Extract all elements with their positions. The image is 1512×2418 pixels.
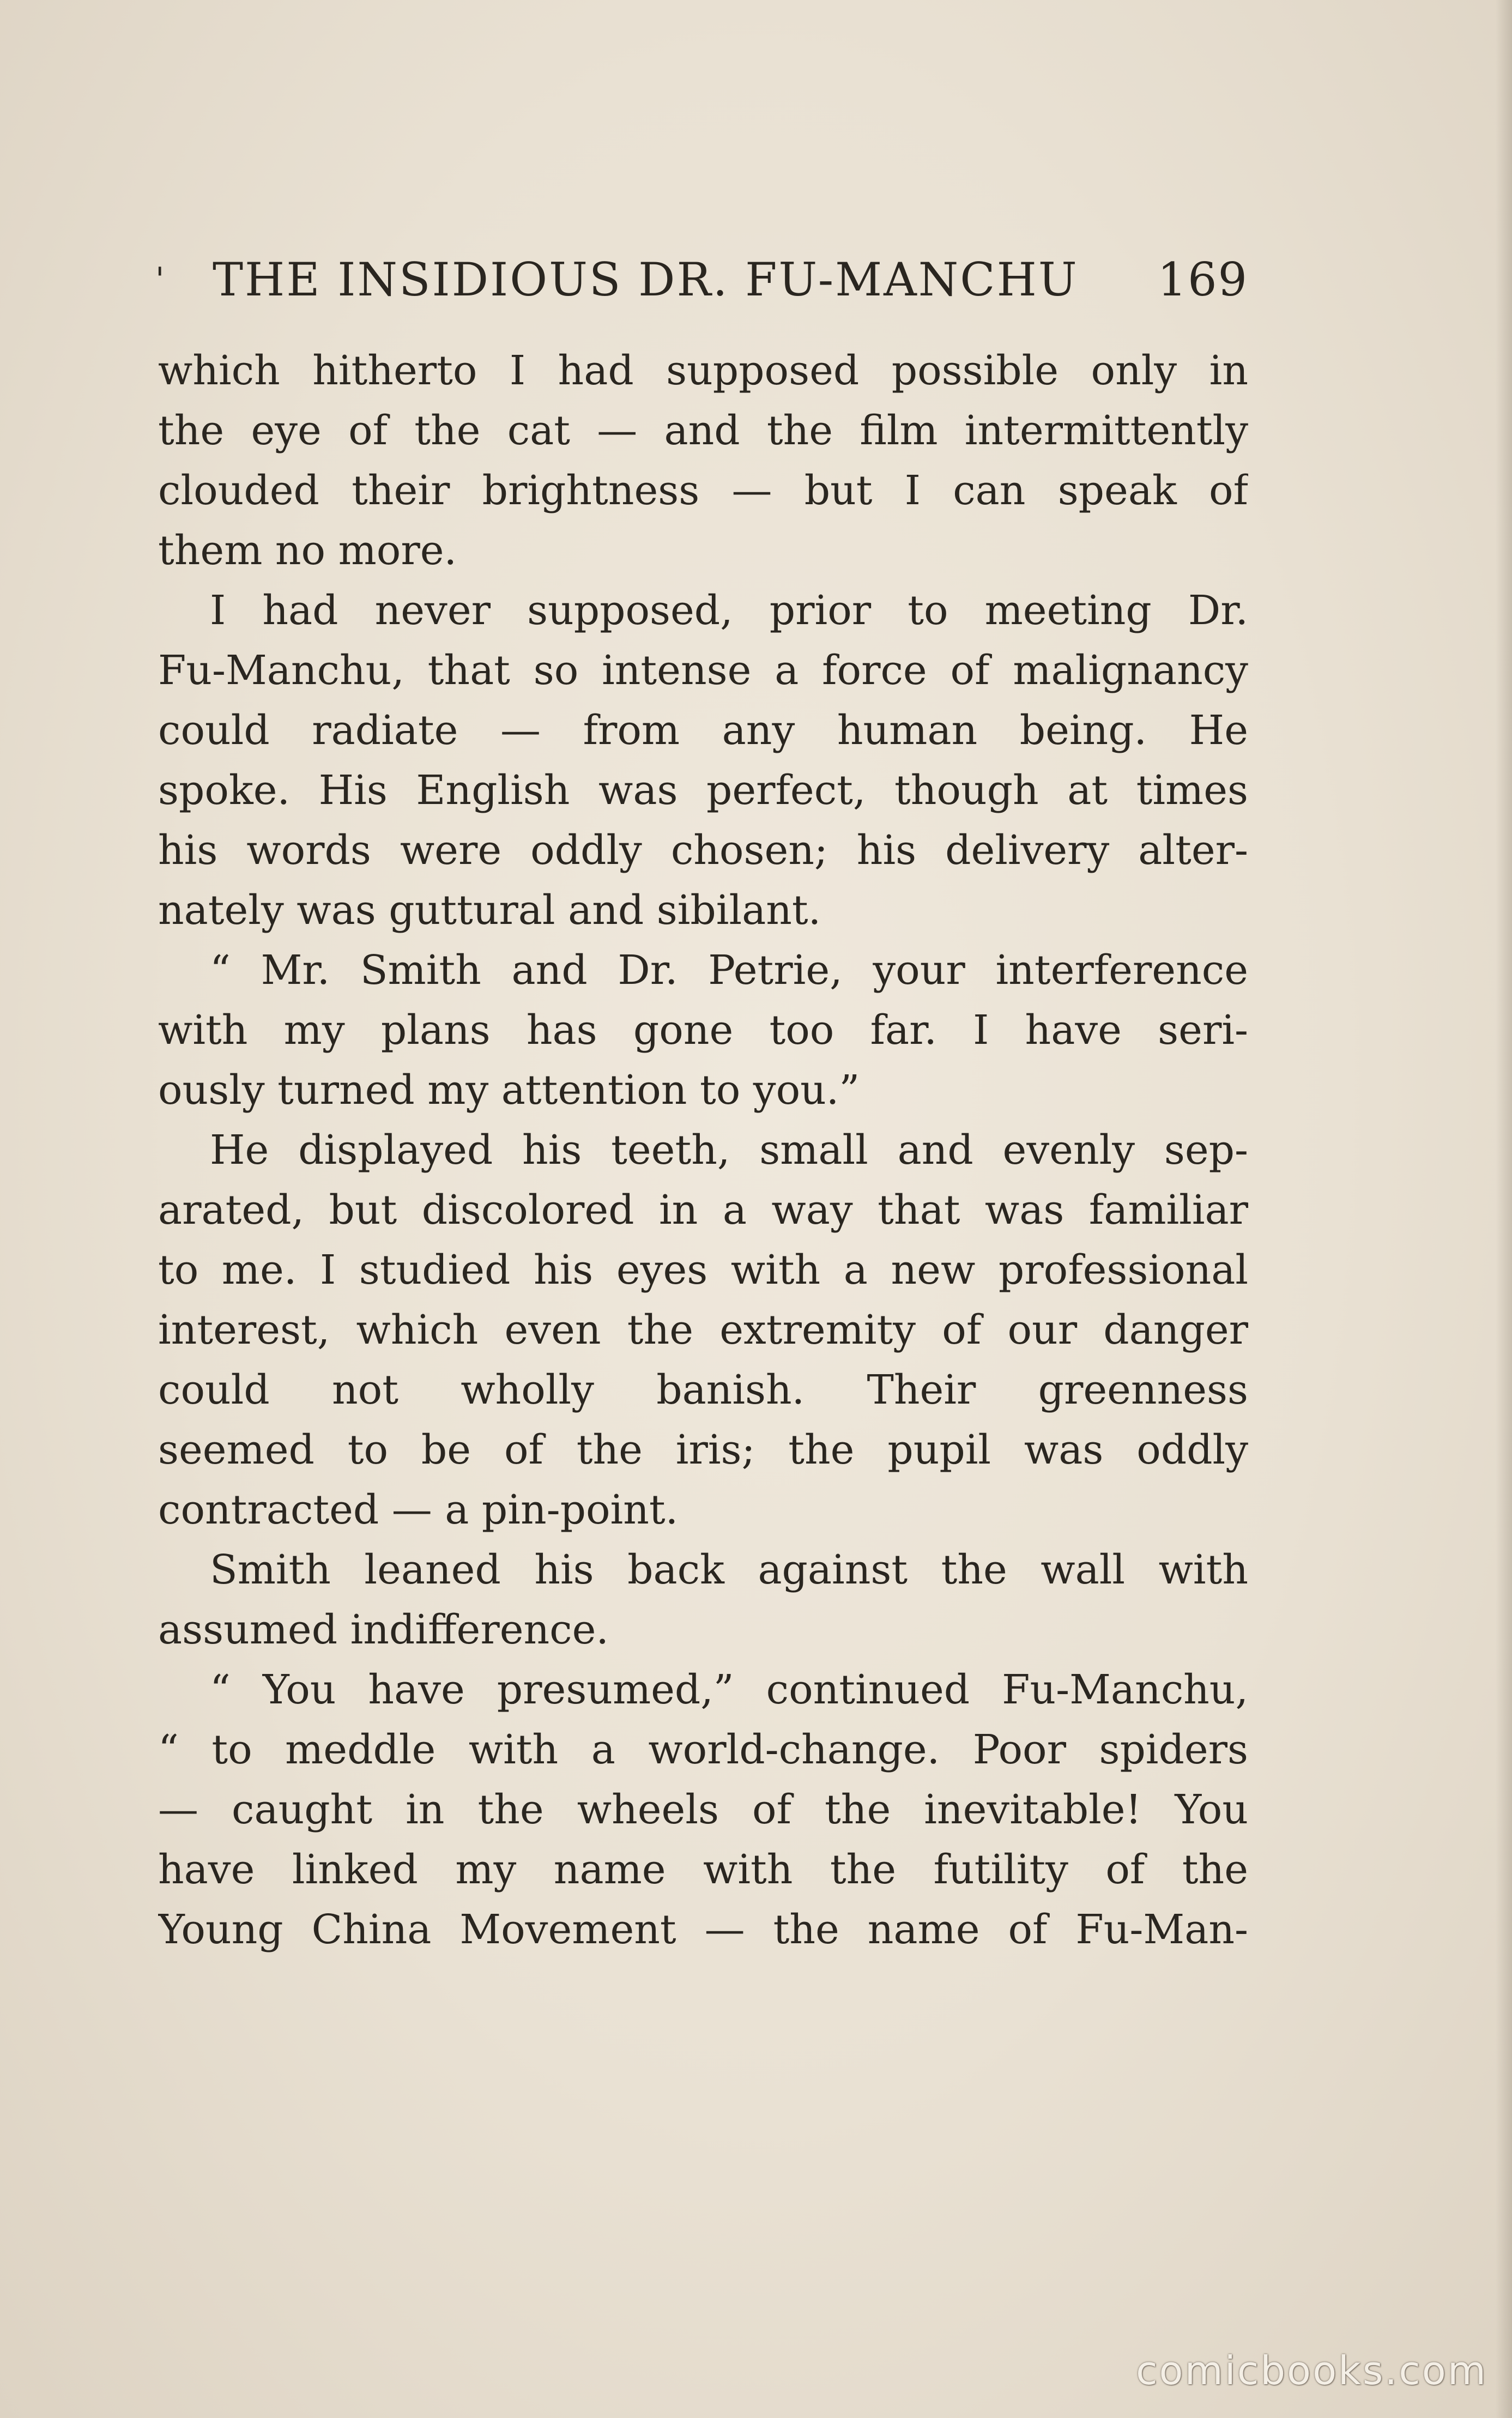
text-line: interest, which even the extremity of our danger — [158, 1307, 1248, 1353]
text-line: arated, but discolored in a way that was familiar — [158, 1187, 1248, 1234]
text-line: the eye of the cat — and the film intermittently — [158, 407, 1248, 454]
body-text — [158, 341, 1248, 1960]
text-line: Smith leaned his back against the wall with — [210, 1546, 1248, 1593]
text-line: with my plans has gone too far. I have seri- — [158, 1007, 1248, 1054]
text-line: could not wholly banish. Their greenness — [158, 1367, 1248, 1413]
text-line: which hitherto I had supposed possible only in — [158, 347, 1248, 394]
text-line: Fu-Manchu, that so intense a force of malignancy — [158, 647, 1248, 694]
text-line: spoke. His English was perfect, though at times — [158, 767, 1248, 814]
text-line: them no more. — [158, 527, 457, 574]
text-line: “ Mr. Smith and Dr. Petrie, your interference — [210, 947, 1248, 994]
text-line: nately was guttural and sibilant. — [158, 887, 821, 934]
text-line: seemed to be of the iris; the pupil was oddly — [158, 1426, 1248, 1473]
running-header — [155, 244, 1248, 315]
header-mark: ' — [155, 261, 166, 299]
text-line: have linked my name with the futility of the — [158, 1846, 1248, 1893]
page-edge-shadow — [1496, 0, 1512, 2418]
text-line: assumed indifference. — [158, 1606, 609, 1653]
text-line: “ You have presumed,” continued Fu-Manchu, — [210, 1666, 1248, 1713]
text-line: his words were oddly chosen; his delivery alter- — [158, 827, 1248, 874]
text-line: Young China Movement — the name of Fu-Man- — [158, 1906, 1248, 1953]
running-title: THE INSIDIOUS DR. FU-MANCHU — [213, 253, 1079, 306]
text-line: He displayed his teeth, small and evenly sep- — [210, 1127, 1248, 1174]
text-line: clouded their brightness — but I can speak of — [158, 467, 1248, 514]
text-line: could radiate — from any human being. He — [158, 707, 1248, 754]
page-number: 169 — [1157, 253, 1248, 306]
watermark: comicbooks.com — [1135, 2348, 1487, 2393]
text-line: to me. I studied his eyes with a new professional — [158, 1247, 1248, 1293]
text-line: contracted — a pin-point. — [158, 1486, 679, 1533]
text-line: — caught in the wheels of the inevitable! You — [158, 1786, 1248, 1833]
text-line: I had never supposed, prior to meeting Dr. — [210, 587, 1248, 634]
text-line: “ to meddle with a world-change. Poor spiders — [158, 1726, 1248, 1773]
text-line: ously turned my attention to you.” — [158, 1067, 860, 1114]
